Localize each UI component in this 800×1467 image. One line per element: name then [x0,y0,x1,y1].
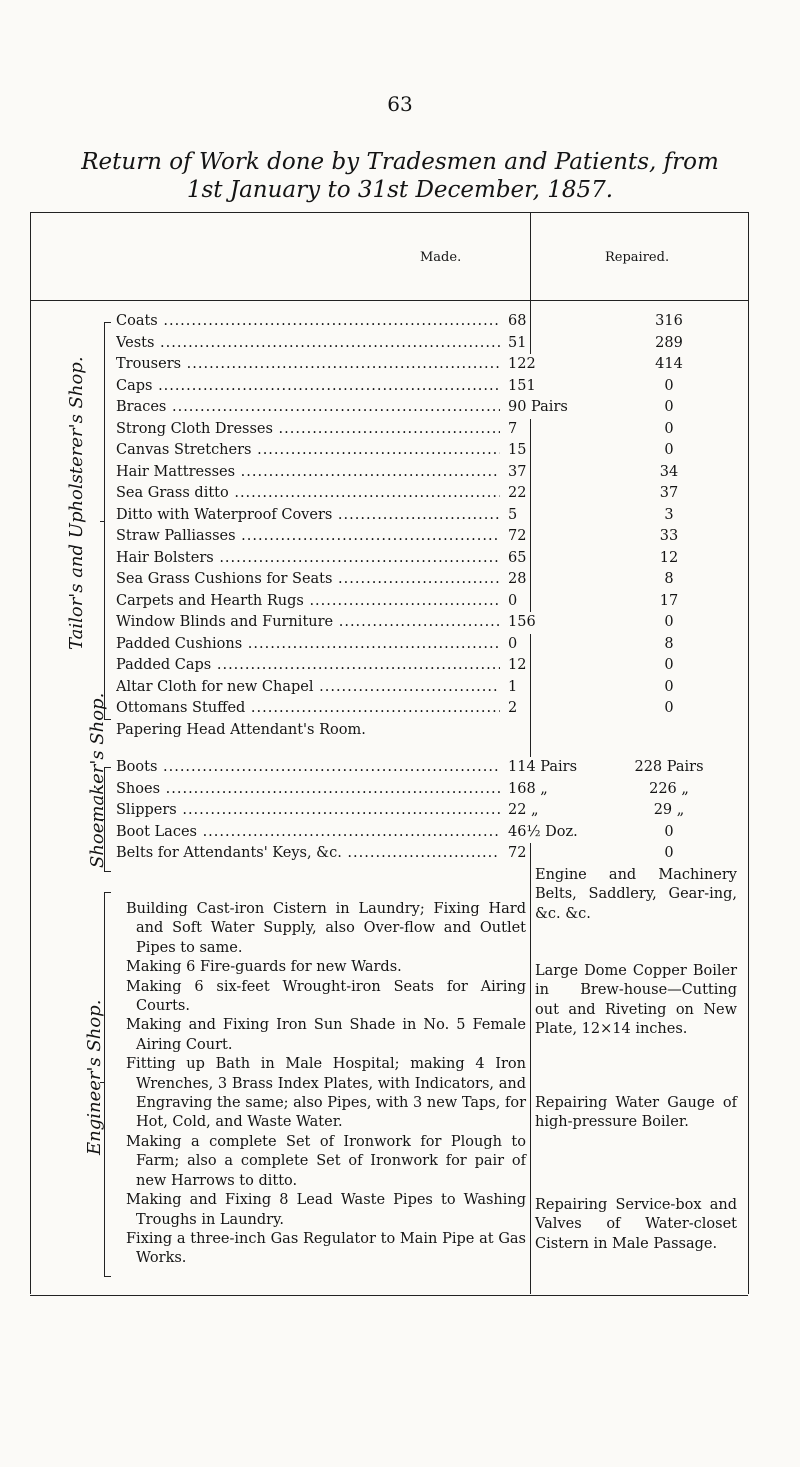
table-row [116,677,756,699]
item-name: Carpets and Hearth Rugs ..... [116,591,500,613]
repaired-count: 228 Pairs [634,759,704,775]
repaired-count: 34 [659,463,679,480]
engineers-repaired-item: Large Dome Copper Boiler in Brew-house—Cutting out and Riveting on New Plate, 12×14 inches. [535,963,737,1038]
repaired-count: 3 [664,506,674,523]
section-label-shoemakers: Shoemaker's Shop. [87,692,108,868]
made-count: 7 [505,419,517,441]
table-row [116,698,756,720]
made-count: 15 [505,440,526,462]
repaired-count: 0 [664,614,674,630]
item-name: Window Blinds and Furniture ..... [116,612,500,634]
made-count: 28 [505,569,526,591]
table-row [116,779,756,801]
table-row [116,822,756,844]
section-label-tailors: Tailor's and Upholsterer's Shop. [66,356,87,650]
table-row [116,757,756,779]
brace-engineers [104,892,105,1277]
made-count: 37 [505,462,526,484]
item-name: Vests ..... [116,333,500,355]
table-row [116,548,756,570]
title-ordinal-start: 1st [186,177,223,203]
item-name: Hair Bolsters ..... [116,548,500,570]
page-number: 63 [387,92,413,116]
engineers-made-item: Making a complete Set of Ironwork for Plough to Farm; also a complete Set of Ironwork for pair of new Harrows to ditto. [126,1133,526,1189]
table-row [116,333,756,355]
item-name: Caps ..... [116,376,500,398]
item-name: Papering Head Attendant's Room. [116,721,366,738]
title-middle: January to [229,177,351,203]
table-row [116,311,756,333]
repaired-count: 289 [655,334,683,351]
repaired-count: 226 „ [649,780,689,797]
item-name: Straw Palliasses ..... [116,526,500,548]
engineers-repaired-item: Repairing Service-box and Valves of Water-closet Cistern in Male Passage. [535,1197,737,1252]
made-count: 65 [505,548,526,570]
repaired-count: 0 [664,678,674,695]
item-name: Hair Mattresses ..... [116,462,500,484]
section-label-engineers: Engineer's Shop. [84,999,105,1155]
table-row [116,376,756,398]
made-count: 1 [505,677,517,699]
made-count: 68 [505,311,526,333]
shoemakers-list [116,757,756,865]
repaired-count: 17 [659,592,679,609]
made-count: 0 [505,591,517,613]
header-repaired: Repaired. [605,250,670,265]
made-count: 22 [505,483,526,505]
made-count: 51 [505,333,526,355]
item-name: Padded Cushions ..... [116,634,500,656]
engineers-made-item: Building Cast-iron Cistern in Laundry; Fixing Hard and Soft Water Supply, also Over-flow and Outlet Pipes to same. [126,901,526,956]
item-name: Boot Laces ..... [116,822,500,844]
table-row [116,655,756,677]
made-count: 114 Pairs [505,757,577,779]
header-rule [30,300,748,301]
item-name: Sea Grass Cushions for Seats ..... [116,569,500,591]
made-count: 12 [505,655,526,677]
table-row [116,419,756,441]
repaired-count: 29 „ [653,802,685,818]
item-name: Sea Grass ditto ..... [116,483,500,505]
repaired-count: 0 [664,700,674,716]
item-name: Coats ..... [116,311,500,333]
repaired-count: 0 [664,657,674,673]
made-count: 0 [505,634,517,656]
repaired-count: 0 [664,845,674,861]
made-count: 2 [505,698,517,720]
made-count: 90 Pairs [505,397,568,419]
item-name: Boots ..... [116,757,500,779]
item-name: Altar Cloth for new Chapel ..... [116,677,500,699]
page-title: Return of Work done by Tradesmen and Patients, from [81,149,719,175]
repaired-count: 0 [664,823,674,840]
engineers-made-item: Making 6 six-feet Wrought-iron Seats for Airing Courts. [126,978,526,1015]
brace-tailors [104,322,105,720]
engineers-repaired-item: Engine and Machinery Belts, Saddlery, Gear-ing, &c. &c. [535,867,737,922]
table-row [116,397,756,419]
table-row [116,505,756,527]
item-name: Ditto with Waterproof Covers ..... [116,505,500,527]
made-count: 72 [505,843,526,865]
engineers-repaired-item: Repairing Water Gauge of high-pressure Boiler. [535,1095,737,1131]
made-count: 151 [505,376,536,398]
table-row [116,483,756,505]
item-name: Belts for Attendants' Keys, &c. ..... [116,843,500,865]
brace-tick [100,521,104,522]
engineers-made-item: Fixing a three-inch Gas Regulator to Main Pipe at Gas Works. [126,1230,526,1267]
repaired-count: 0 [664,442,674,458]
item-name: Padded Caps ..... [116,655,500,677]
table-row [116,440,756,462]
table-row [116,612,756,634]
item-name: Braces ..... [116,397,500,419]
item-name: Trousers ..... [116,354,500,376]
table-row [116,591,756,613]
table-row [116,720,756,742]
repaired-count: 316 [655,313,683,329]
engineers-made-item: Fitting up Bath in Male Hospital; making 4 Iron Wrenches, 3 Brass Index Plates, with Indicators, and Engraving the same; also Pipes, with 3 new Taps, for Hot, Cold, and Waste Water. [126,1056,526,1131]
table-row [116,843,756,865]
tailors-list [116,311,756,741]
made-count: 46½ Doz. [505,822,578,844]
header-made: Made. [420,250,462,265]
repaired-count: 8 [664,571,674,587]
repaired-count: 8 [664,635,674,652]
repaired-count: 33 [659,528,679,544]
repaired-count: 37 [659,485,679,501]
made-count: 5 [505,505,517,527]
brace-tick [100,1082,104,1083]
engineers-made-item: Making and Fixing 8 Lead Waste Pipes to Washing Troughs in Laundry. [126,1192,526,1228]
title-ordinal-end: 31st [357,177,409,203]
table-row [116,569,756,591]
item-name: Strong Cloth Dresses ..... [116,419,500,441]
engineers-made-list [126,900,526,1269]
repaired-count: 0 [664,377,674,394]
item-name: Shoes ..... [116,779,500,801]
engineers-made-item: Making and Fixing Iron Sun Shade in No. 5 Female Airing Court. [126,1017,526,1053]
made-count: 72 [505,526,526,548]
item-name: Ottomans Stuffed ..... [116,698,500,720]
engineers-made-item: Making 6 Fire-guards for new Wards. [126,959,402,976]
brace-shoemakers [104,767,105,872]
title-end: December, 1857. [415,177,614,203]
table-row [116,462,756,484]
repaired-count: 12 [659,549,679,566]
item-name: Canvas Stretchers ..... [116,440,500,462]
table-row [116,634,756,656]
made-count: 168 „ [505,779,548,801]
made-count: 122 [505,354,536,376]
brace-tick [100,819,104,820]
table-row [116,800,756,822]
repaired-count: 414 [655,356,683,372]
page-title-dates [0,176,800,204]
table-row [116,526,756,548]
repaired-count: 0 [664,420,674,437]
repaired-count: 0 [664,399,674,415]
item-name: Slippers ..... [116,800,500,822]
made-count: 156 [505,612,536,634]
table-row [116,354,756,376]
table-left-border [30,212,31,1294]
made-count: 22 „ [505,800,539,822]
